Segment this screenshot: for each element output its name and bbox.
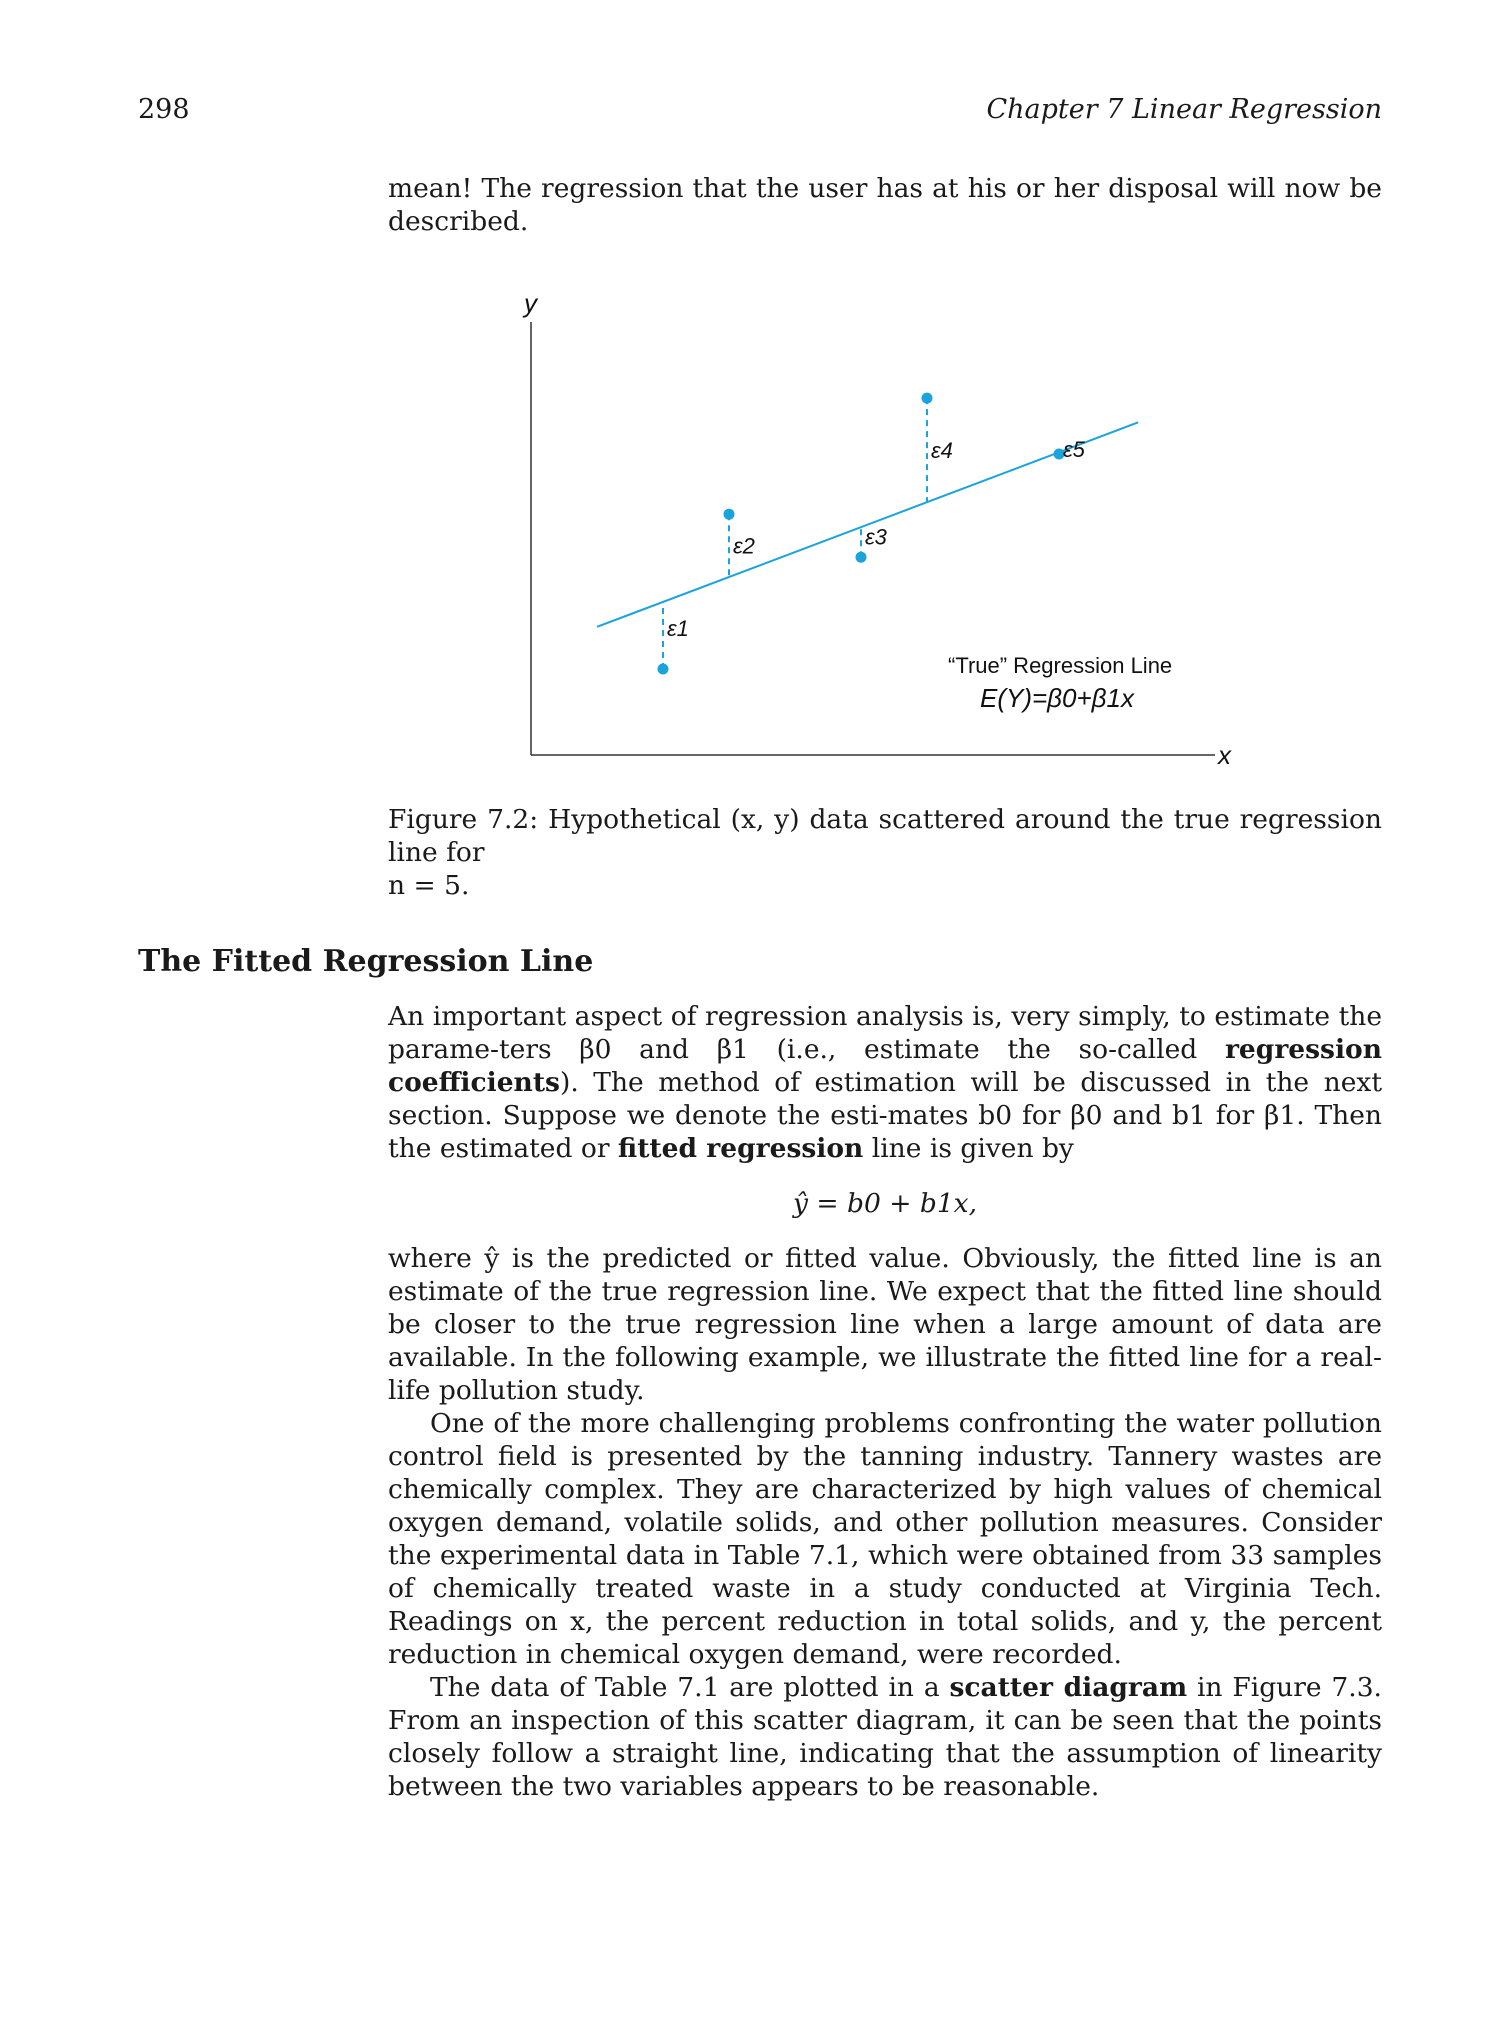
data-point-3	[856, 552, 867, 563]
data-point-2	[724, 509, 735, 520]
p4-bold-term: scatter diagram	[949, 1672, 1188, 1703]
regression-line-title: “True” Regression Line	[948, 653, 1173, 678]
paragraph-2: where ŷ is the predicted or fitted value. Obviously, the fitted line is an estimate of the true regression line. We expect that the fitted line should be closer to the true regression line when a large amount of data are available. In the following example, we illustrate the fitted line for a real-life pollution study.	[388, 1243, 1382, 1406]
section-body	[388, 1000, 1382, 1803]
data-point-1	[658, 664, 669, 675]
p1-text-a: An important aspect of regression analysis is, very simply, to estimate the parame-ters β0 and β1 (i.e., estimate the so-called	[388, 1001, 1382, 1065]
residual-label-2: ε2	[733, 533, 755, 559]
section-heading: The Fitted Regression Line	[138, 944, 594, 979]
p1-text-b: ). The method of estimation will be discussed in the next section. Suppose we denote the esti-mates b0 for β0 and b1 for β1. Then the estimated or	[388, 1067, 1382, 1164]
p1-text-c: line is given by	[863, 1133, 1074, 1164]
residual-group	[658, 393, 1086, 675]
p4-text-a: The data of Table 7.1 are plotted in a	[430, 1672, 950, 1703]
x-axis-label: x	[1218, 740, 1231, 770]
residual-label-4: ε4	[931, 438, 953, 464]
figure-caption-line-1: Figure 7.2: Hypothetical (x, y) data scattered around the true regression line for	[388, 804, 1382, 868]
figure-caption-line-2: n = 5.	[388, 870, 470, 901]
paragraph-4	[388, 1671, 1382, 1803]
chapter-title: Chapter 7 Linear Regression	[986, 94, 1382, 125]
regression-figure	[0, 0, 1500, 800]
paragraph-1	[388, 1000, 1382, 1165]
data-point-4	[922, 393, 933, 404]
residual-label-1: ε1	[667, 616, 689, 642]
residual-label-5: ε5	[1063, 437, 1085, 463]
page-number: 298	[138, 94, 190, 125]
paragraph-3: One of the more challenging problems confronting the water pollution control field is presented by the tanning industry. Tannery wastes are chemically complex. They are characterized by high values of chemical oxygen demand, volatile solids, and other pollution measures. Consider the experimental data in Table 7.1, which were obtained from 33 samples of chemically treated waste in a study conducted at Virginia Tech. Readings on x, the percent reduction in total solids, and y, the percent reduction in chemical oxygen demand, were recorded.	[388, 1408, 1382, 1670]
y-axis-label: y	[524, 288, 537, 318]
p4-text-b: in Figure 7.3. From an inspection of this scatter diagram, it can be seen that the points closely follow a straight line, indicating that the assumption of linearity between the two variables appears to be reasonable.	[388, 1672, 1382, 1802]
p1-bold-term-2: fitted regression	[617, 1133, 864, 1164]
figure-caption	[388, 803, 1382, 902]
fitted-equation: ŷ = b0 + b1x,	[792, 1188, 978, 1219]
regression-line-equation: E(Y)=β0+β1x	[980, 683, 1134, 713]
intro-line: mean! The regression that the user has at his or her disposal will now be described.	[388, 173, 1382, 237]
residual-label-3: ε3	[865, 524, 887, 550]
p1-bold-term-1: regression coefficients	[388, 1034, 1382, 1098]
